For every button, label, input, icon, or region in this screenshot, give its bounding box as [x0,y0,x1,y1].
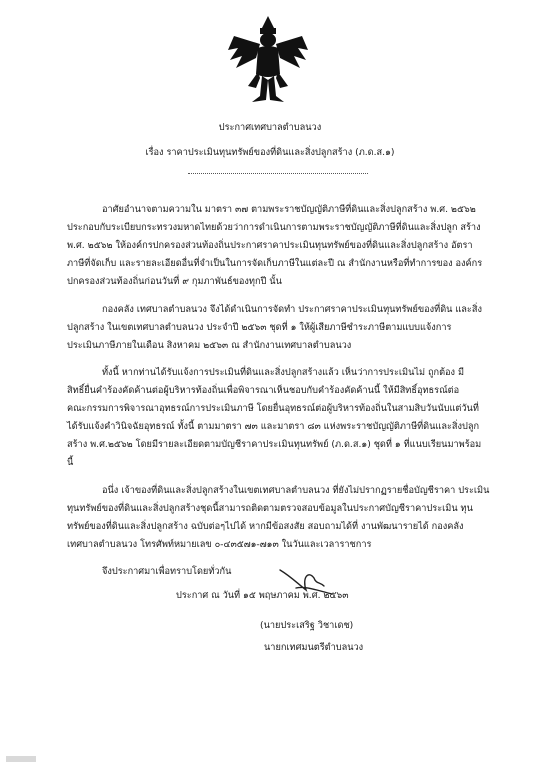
announcement-subject: เรื่อง ราคาประเมินทุนทรัพย์ของที่ดินและสิ่งปลูกสร้าง (ภ.ด.ส.๑) [145,147,395,158]
paragraph-line: อนึ่ง เจ้าของที่ดินและสิ่งปลูกสร้างในเขตเทศบาลตำบลนวง ที่ยังไม่ปรากฏรายชื่อบัญชีราคา ประเมิน [102,485,490,496]
paragraph-line: สิทธิ์ยื่นคำร้องคัดค้านต่อผู้บริหารท้องถิ่นเพื่อพิจารณาเห็นชอบกับคำร้องคัดค้านนี้ ให้มีสิทธิ์อุทธรณ์ต่อ [67,385,460,396]
scan-watermark [6,756,36,762]
paragraph-line: ประเมินภาษีภายในเดือน สิงหาคม ๒๕๖๓ ณ สำนักงานเทศบาลตำบลนวง [67,340,352,351]
paragraph-line: ประกอบกับระเบียบกระทรวงมหาดไทยด้วยว่าการดำเนินการตามพระราชบัญญัติภาษีที่ดินและสิ่งปลูก สร้าง [67,222,481,233]
paragraph-line: ปกครองส่วนท้องถิ่นก่อนวันที่ ๙ กุมภาพันธ์ของทุกปี นั้น [67,276,282,287]
paragraph-line: คณะกรรมการพิจารณาอุทธรณ์การประเมินภาษี โดยยื่นอุทธรณ์ต่อผู้บริหารท้องถิ่นในสามสิบวันนับแต่วันที่ [67,403,479,414]
paragraph-line: ภาษีที่จัดเก็บ และรายละเอียดอื่นที่จำเป็นในการจัดเก็บภาษีในแต่ละปี ณ สำนักงานหรือที่ทำการของ องค์กร [67,258,483,269]
signatory-position: นายกเทศมนตรีตำบลนวง [264,642,364,653]
paragraph-line: ทุนทรัพย์ของที่ดินและสิ่งปลูกสร้างชุดนี้สามารถติดตามตรวจสอบข้อมูลในประกาศบัญชีราคาประเมิน ทุน [67,503,473,514]
paragraph-line: เทศบาลตำบลนวง โทรศัพท์หมายเลข ๐-๔๓๕๗๑-๗๑๓ ในวันและเวลาราชการ [67,539,372,550]
announcement-title: ประกาศเทศบาลตำบลนวง [218,122,322,133]
garuda-emblem-icon [226,14,310,106]
paragraph-line: ทรัพย์ของที่ดินและสิ่งปลูกสร้าง ฉบับต่อๆไปได้ หากมีข้อสงสัย สอบถามได้ที่ งานพัฒนารายได้ กองคลัง [67,521,464,532]
handwritten-signature-icon [276,560,336,600]
paragraph-line: อาศัยอำนาจตามความใน มาตรา ๓๗ ตามพระราชบัญญัติภาษีที่ดินและสิ่งปลูกสร้าง พ.ศ. ๒๕๖๒ [102,204,476,215]
dotted-divider [188,173,368,174]
paragraph-line: กองคลัง เทศบาลตำบลนวง จึงได้ดำเนินการจัดทำ ประกาศราคาประเมินทุนทรัพย์ของที่ดิน และสิ่ง [102,304,482,315]
date-line: ประกาศ ณ วันที่ ๑๕ พฤษภาคม พ.ศ. ๒๕๖๓ [176,590,349,601]
paragraph-line: ปลูกสร้าง ในเขตเทศบาลตำบลนวง ประจำปี ๒๕๖๓ ชุดที่ ๑ ให้ผู้เสียภาษีชำระภาษีตามแบบแจ้งการ [67,322,452,333]
signatory-name: (นายประเสริฐ วิชาเดช) [260,620,354,631]
paragraph-line: พ.ศ. ๒๕๖๒ ให้องค์กรปกครองส่วนท้องถิ่นประกาศราคาประเมินทุนทรัพย์ของที่ดินและสิ่งปลูกสร้าง อัตรา [67,240,473,251]
paragraph-line: นี้ [67,457,74,468]
paragraph-line: ได้รับแจ้งคำวินิจฉัยอุทธรณ์ ทั้งนี้ ตามมาตรา ๗๓ และมาตรา ๘๓ แห่งพระราชบัญญัติภาษีที่ดินและสิ่งปลูก [67,421,480,432]
paragraph-line: สร้าง พ.ศ.๒๕๖๒ โดยมีรายละเอียดตามบัญชีราคาประเมินทุนทรัพย์ (ภ.ด.ส.๑) ชุดที่ ๑ ที่แนบเรียนมาพร้อม [67,439,482,450]
closing-statement: จึงประกาศมาเพื่อทราบโดยทั่วกัน [102,566,232,577]
paragraph-line: ทั้งนี้ หากท่านได้รับแจ้งการประเมินที่ดินและสิ่งปลูกสร้างแล้ว เห็นว่าการประเมินไม่ ถูกต้อง มี [102,367,465,378]
